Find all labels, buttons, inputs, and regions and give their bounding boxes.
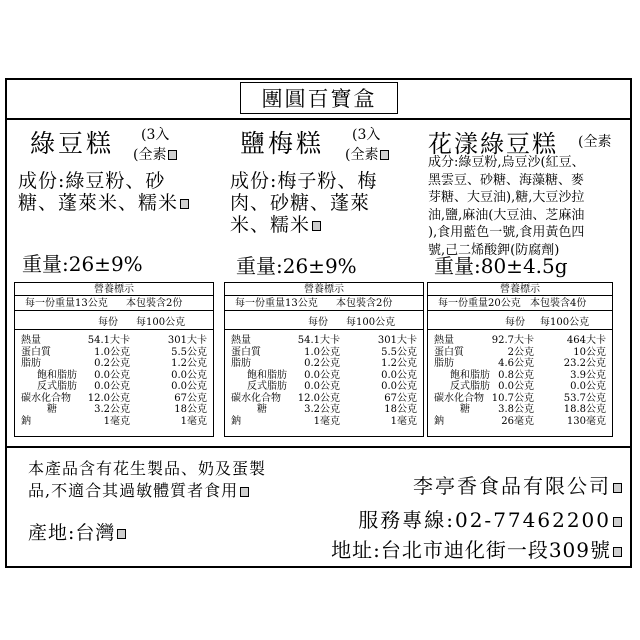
- nutrient-per-serving: 12.0公克: [87, 392, 130, 404]
- nutrient-per-100g: 1.2公克: [381, 358, 417, 369]
- nutrient-label: 飽和脂肪: [37, 369, 77, 381]
- glyph-placeholder-icon: [240, 487, 249, 497]
- nutrient-per-100g: 67公克: [384, 392, 417, 404]
- nutrient-label: 飽和脂肪: [247, 369, 287, 381]
- nutrient-label: 蛋白質: [231, 346, 261, 358]
- ingredients-3-line-1: 成分:綠豆粉,烏豆沙(紅豆、: [428, 155, 585, 170]
- nutrient-label: 糖: [257, 404, 267, 415]
- nutrition-table-1: [14, 282, 214, 437]
- nutrient-label: 反式脂肪: [247, 381, 287, 392]
- product-name-1: 綠豆糕: [30, 129, 115, 158]
- nutrient-per-serving: 0.0公克: [304, 381, 340, 392]
- nutrient-per-100g: 23.2公克: [563, 358, 606, 369]
- nutrient-per-100g: 10公克: [573, 346, 606, 358]
- nutrient-label: 脂肪: [231, 358, 251, 369]
- nutrient-label: 鈉: [434, 415, 444, 427]
- product-name-2: 鹽梅糕: [240, 129, 325, 158]
- table-rule: [225, 310, 423, 311]
- nutrient-per-serving: 0.0公克: [304, 369, 340, 381]
- nutrient-label: 糖: [460, 404, 470, 415]
- serving-size: 每一份重量20公克: [438, 298, 521, 309]
- product-diet-3: (全素: [578, 134, 612, 150]
- title-text: 團圓百寶盒: [261, 87, 377, 111]
- product-name-3: 花漾綠豆糕: [428, 130, 558, 158]
- nutrient-label: 熱量: [21, 335, 41, 346]
- ingredients-1-line-1: 成份:綠豆粉、砂: [18, 170, 166, 192]
- glyph-placeholder-icon: [312, 221, 321, 231]
- nutrient-per-100g: 18.8公克: [563, 404, 606, 415]
- nutrient-per-100g: 0.0公克: [171, 381, 207, 392]
- service-hotline: [358, 504, 622, 533]
- nutrient-per-serving: 54.1大卡: [87, 335, 130, 346]
- glyph-placeholder-icon: [380, 150, 389, 160]
- glyph-placeholder-icon: [613, 483, 622, 493]
- table-rule: [15, 310, 213, 311]
- nutrition-header: 營養標示: [500, 284, 540, 295]
- nutrient-per-100g: 464大卡: [566, 335, 606, 346]
- diet-text-2: (全素: [345, 147, 379, 163]
- nutrient-label: 反式脂肪: [37, 381, 77, 392]
- servings-per-pack: 本包裝含4份: [530, 298, 587, 309]
- nutrient-label: 熱量: [434, 335, 454, 346]
- nutrient-per-serving: 0.0公克: [94, 381, 130, 392]
- nutrition-header: 營養標示: [94, 284, 134, 295]
- nutrient-per-serving: 1.0公克: [94, 346, 130, 358]
- nutrient-per-100g: 1毫克: [390, 415, 417, 427]
- nutrition-table-2: [224, 282, 424, 437]
- ingredients-2-line-1: 成份:梅子粉、梅: [230, 170, 378, 192]
- allergy-line-1: 本產品含有花生製品、奶及蛋製: [28, 459, 267, 478]
- nutrient-per-serving: 1毫克: [313, 415, 340, 427]
- allergy-line-2: [28, 480, 266, 502]
- ingredients-2-line-3-text: 米、糯米: [230, 214, 311, 236]
- col-per-100g: 每100公克: [346, 317, 396, 328]
- glyph-placeholder-icon: [613, 517, 622, 527]
- ingredients-3-line-2: 黑雲豆、砂糖、海藻糖、麥: [428, 172, 585, 188]
- nutrient-label: 脂肪: [21, 358, 41, 369]
- nutrient-per-100g: 67公克: [174, 392, 207, 404]
- nutrient-per-serving: 0.0公克: [94, 369, 130, 381]
- nutrient-label: 鈉: [21, 415, 31, 427]
- ingredients-2-line-3: [230, 214, 377, 236]
- servings-per-pack: 本包裝含2份: [126, 298, 183, 309]
- ingredients-3-line-3: 芽糖、大豆油),糖,大豆沙拉: [428, 190, 585, 205]
- nutrient-label: 糖: [47, 404, 57, 415]
- ingredients-1: [18, 170, 189, 214]
- address: [331, 534, 622, 563]
- company-name: [413, 470, 622, 499]
- glyph-placeholder-icon: [168, 150, 177, 160]
- company-text: 李亭香食品有限公司: [413, 474, 611, 498]
- nutrient-per-serving: 4.6公克: [498, 358, 534, 369]
- nutrient-per-100g: 1.2公克: [171, 358, 207, 369]
- table-rule: [428, 295, 612, 296]
- nutrient-label: 碳水化合物: [231, 392, 281, 404]
- nutrient-per-100g: 301大卡: [377, 335, 417, 346]
- nutrient-per-serving: 2公克: [507, 346, 534, 358]
- nutrient-per-serving: 0.0公克: [498, 381, 534, 392]
- product-diet-1: [133, 144, 177, 164]
- table-rule: [225, 295, 423, 296]
- nutrient-per-100g: 18公克: [384, 404, 417, 415]
- nutrient-label: 碳水化合物: [21, 392, 71, 404]
- nutrient-per-serving: 10.7公克: [491, 392, 534, 404]
- ingredients-2: [230, 170, 377, 236]
- hotline-text: 服務專線:02-77462200: [358, 508, 611, 532]
- divider-top: [5, 118, 632, 120]
- nutrient-per-serving: 1.0公克: [304, 346, 340, 358]
- ingredients-3-line-6: 號,己二烯酸鉀(防腐劑): [428, 242, 560, 258]
- weight-3: 重量:80±4.5g: [434, 254, 568, 278]
- nutrient-per-100g: 0.0公克: [171, 369, 207, 381]
- table-rule: [428, 310, 612, 311]
- nutrient-per-100g: 301大卡: [167, 335, 207, 346]
- col-per-serving: 每份: [505, 317, 525, 328]
- col-per-serving: 每份: [308, 317, 328, 328]
- table-rule: [15, 295, 213, 296]
- ingredients-1-line-2-text: 糖、蓬萊米、糯米: [18, 192, 179, 214]
- servings-per-pack: 本包裝含2份: [336, 298, 393, 309]
- glyph-placeholder-icon: [613, 547, 622, 557]
- nutrient-per-serving: 12.0公克: [297, 392, 340, 404]
- weight-2: 重量:26±9%: [236, 254, 357, 278]
- allergy-notice: [28, 458, 266, 502]
- product-diet-2: [345, 144, 389, 164]
- nutrient-per-100g: 0.0公克: [381, 369, 417, 381]
- nutrient-per-100g: 53.7公克: [563, 392, 606, 404]
- nutrient-label: 熱量: [231, 335, 251, 346]
- nutrient-label: 碳水化合物: [434, 392, 484, 404]
- nutrient-per-serving: 3.2公克: [304, 404, 340, 415]
- page-title: [240, 82, 398, 114]
- ingredients-2-line-2: 肉、砂糖、蓬萊: [230, 192, 371, 214]
- ingredients-1-line-2: [18, 192, 189, 214]
- nutrient-per-serving: 0.2公克: [304, 358, 340, 369]
- nutrient-per-100g: 3.9公克: [570, 369, 606, 381]
- diet-text-1: (全素: [133, 147, 167, 163]
- ingredients-3-line-4: 油,鹽,麻油(大豆油、芝麻油: [428, 207, 585, 223]
- table-rule: [225, 329, 423, 330]
- weight-1: 重量:26±9%: [22, 252, 143, 276]
- table-rule: [428, 329, 612, 330]
- origin: [28, 518, 126, 545]
- col-per-serving: 每份: [98, 317, 118, 328]
- glyph-placeholder-icon: [117, 529, 126, 539]
- nutrient-per-100g: 0.0公克: [381, 381, 417, 392]
- ingredients-3: [428, 154, 585, 259]
- nutrient-per-100g: 18公克: [174, 404, 207, 415]
- nutrition-header: 營養標示: [304, 284, 344, 295]
- product-qty-2: (3入: [352, 127, 381, 143]
- col-per-100g: 每100公克: [136, 317, 186, 328]
- table-rule: [15, 329, 213, 330]
- nutrient-per-100g: 0.0公克: [570, 381, 606, 392]
- nutrient-per-serving: 92.7大卡: [491, 335, 534, 346]
- serving-size: 每一份重量13公克: [25, 298, 108, 309]
- nutrient-per-serving: 0.2公克: [94, 358, 130, 369]
- nutrient-per-serving: 54.1大卡: [297, 335, 340, 346]
- nutrient-label: 脂肪: [434, 358, 454, 369]
- nutrient-per-100g: 5.5公克: [171, 346, 207, 358]
- ingredients-3-line-5: ),食用藍色一號,食用黃色四: [428, 225, 585, 240]
- nutrition-table-3: [427, 282, 613, 437]
- nutrient-label: 蛋白質: [21, 346, 51, 358]
- nutrient-per-100g: 130毫克: [566, 415, 606, 427]
- glyph-placeholder-icon: [180, 199, 189, 209]
- nutrient-per-100g: 1毫克: [180, 415, 207, 427]
- nutrient-label: 鈉: [231, 415, 241, 427]
- serving-size: 每一份重量13公克: [235, 298, 318, 309]
- nutrient-per-100g: 5.5公克: [381, 346, 417, 358]
- nutrient-per-serving: 3.2公克: [94, 404, 130, 415]
- col-per-100g: 每100公克: [540, 317, 590, 328]
- origin-text: 產地:台灣: [28, 522, 116, 544]
- nutrient-per-serving: 0.8公克: [498, 369, 534, 381]
- divider-bottom: [5, 446, 632, 448]
- allergy-line-2-text: 品,不適合其過敏體質者食用: [28, 481, 239, 500]
- nutrient-per-serving: 26毫克: [501, 415, 534, 427]
- address-text: 地址:台北市迪化街一段309號: [331, 538, 611, 562]
- product-qty-1: (3入: [141, 127, 170, 143]
- nutrient-per-serving: 3.8公克: [498, 404, 534, 415]
- nutrient-label: 飽和脂肪: [450, 369, 490, 381]
- nutrient-label: 反式脂肪: [450, 381, 490, 392]
- nutrient-label: 蛋白質: [434, 346, 464, 358]
- nutrient-per-serving: 1毫克: [103, 415, 130, 427]
